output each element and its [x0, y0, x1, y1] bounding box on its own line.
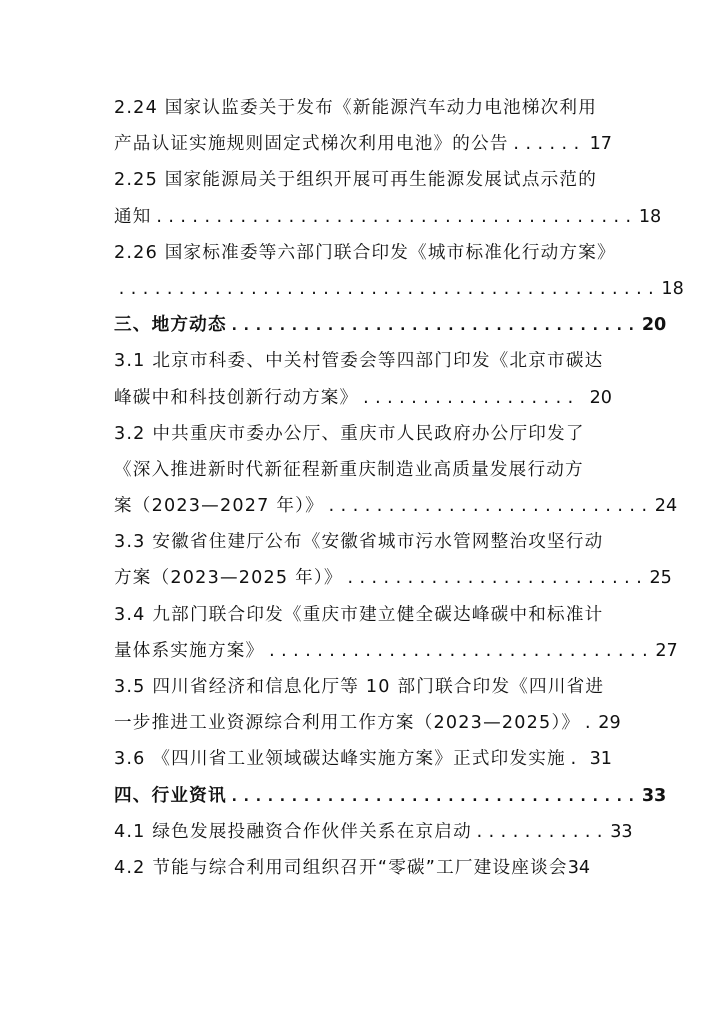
toc-entry-text: 3.6 《四川省工业领域碳达峰实施方案》正式印发实施 — [114, 749, 566, 770]
toc-leader-dots: ...... — [511, 135, 584, 154]
toc-leader-dots: . — [583, 714, 596, 733]
toc-line — [114, 199, 662, 235]
toc-line — [114, 741, 612, 777]
toc-page-number: 34 — [567, 857, 591, 878]
toc-section-heading — [114, 307, 667, 343]
toc-entry-text: 3.2 中共重庆市委办公厅、重庆市人民政府办公厅印发了 — [114, 423, 585, 444]
toc-page-number: 20 — [589, 387, 612, 408]
toc-line — [114, 560, 672, 596]
toc-entry-text: 峰碳中和科技创新行动方案》 — [114, 387, 359, 408]
toc-line — [114, 850, 612, 886]
toc-entry-text: 3.4 九部门联合印发《重庆市建立健全碳达峰碳中和标准计 — [114, 604, 604, 625]
toc-line — [114, 633, 678, 669]
toc-line — [114, 416, 612, 452]
toc-line — [114, 90, 612, 126]
toc-page-number: 33 — [641, 785, 667, 806]
toc-line — [114, 126, 612, 162]
toc-leader-dots: ......................... — [345, 569, 647, 588]
toc-line — [114, 271, 684, 307]
toc-line — [114, 705, 621, 741]
toc-leader-dots: .................. — [361, 388, 578, 407]
toc-page-number: 20 — [641, 315, 667, 336]
toc-line — [114, 597, 612, 633]
toc-line — [114, 524, 612, 560]
toc-leader-dots: ................................ — [267, 641, 653, 660]
toc-entry-text: 四、行业资讯 — [114, 785, 227, 806]
toc-entry-text: 案（2023—2027 年）》 — [114, 496, 324, 517]
toc-entry-text: 方案（2023—2025 年）》 — [114, 568, 343, 589]
toc-page-number: 17 — [589, 134, 612, 155]
toc-page-number: 27 — [655, 640, 678, 661]
toc-line — [114, 669, 612, 705]
table-of-contents — [114, 90, 684, 886]
toc-line — [114, 162, 612, 198]
toc-entry-text: 4.2 节能与综合利用司组织召开“零碳”工厂建设座谈会 — [114, 857, 568, 878]
toc-page-number: 18 — [638, 206, 662, 227]
toc-entry-text: 产品认证实施规则固定式梯次利用电池》的公告 — [114, 134, 509, 155]
toc-entry-text: 3.5 四川省经济和信息化厅等 10 部门联合印发《四川省进 — [114, 677, 605, 697]
toc-leader-dots: ............................................. — [117, 279, 659, 298]
toc-entry-text: 3.1 北京市科委、中关村管委会等四部门印发《北京市碳达 — [114, 351, 604, 372]
toc-leader-dots: ........................................ — [154, 207, 636, 226]
toc-page-number: 31 — [589, 749, 612, 770]
toc-line — [114, 488, 678, 524]
toc-line — [114, 343, 612, 379]
toc-page-number: 24 — [654, 496, 678, 517]
toc-line — [114, 380, 612, 416]
toc-section-heading — [114, 778, 667, 814]
toc-leader-dots: ........................... — [326, 497, 652, 516]
toc-line — [114, 235, 616, 271]
toc-entry-text: 通知 — [114, 206, 152, 227]
toc-leader-dots: .................................. — [229, 316, 639, 335]
toc-entry-text: 3.3 安徽省住建厅公布《安徽省城市污水管网整治攻坚行动 — [114, 532, 604, 553]
toc-page-number: 18 — [661, 278, 684, 299]
toc-page-number: 29 — [598, 713, 621, 734]
toc-line — [114, 452, 612, 488]
toc-entry-text: 量体系实施方案》 — [114, 640, 265, 661]
toc-line — [114, 814, 633, 850]
toc-leader-dots: .................................. — [229, 786, 639, 805]
toc-leader-dots: ........... — [474, 822, 608, 841]
toc-entry-text: 一步推进工业资源综合利用工作方案（2023—2025）》 — [114, 713, 581, 734]
toc-entry-text: 2.24 国家认监委关于发布《新能源汽车动力电池梯次利用 — [114, 98, 598, 118]
toc-entry-text: 《深入推进新时代新征程新重庆制造业高质量发展行动方 — [114, 459, 584, 480]
toc-entry-text: 4.1 绿色发展投融资合作伙伴关系在京启动 — [114, 821, 472, 842]
toc-entry-text: 2.25 国家能源局关于组织开展可再生能源发展试点示范的 — [114, 170, 598, 191]
toc-page-number: 33 — [610, 821, 633, 842]
toc-page-number: 25 — [649, 568, 672, 589]
toc-entry-text: 三、地方动态 — [114, 315, 227, 336]
toc-leader-dots: . — [568, 750, 581, 769]
toc-entry-text: 2.26 国家标准委等六部门联合印发《城市标准化行动方案》 — [114, 242, 616, 263]
